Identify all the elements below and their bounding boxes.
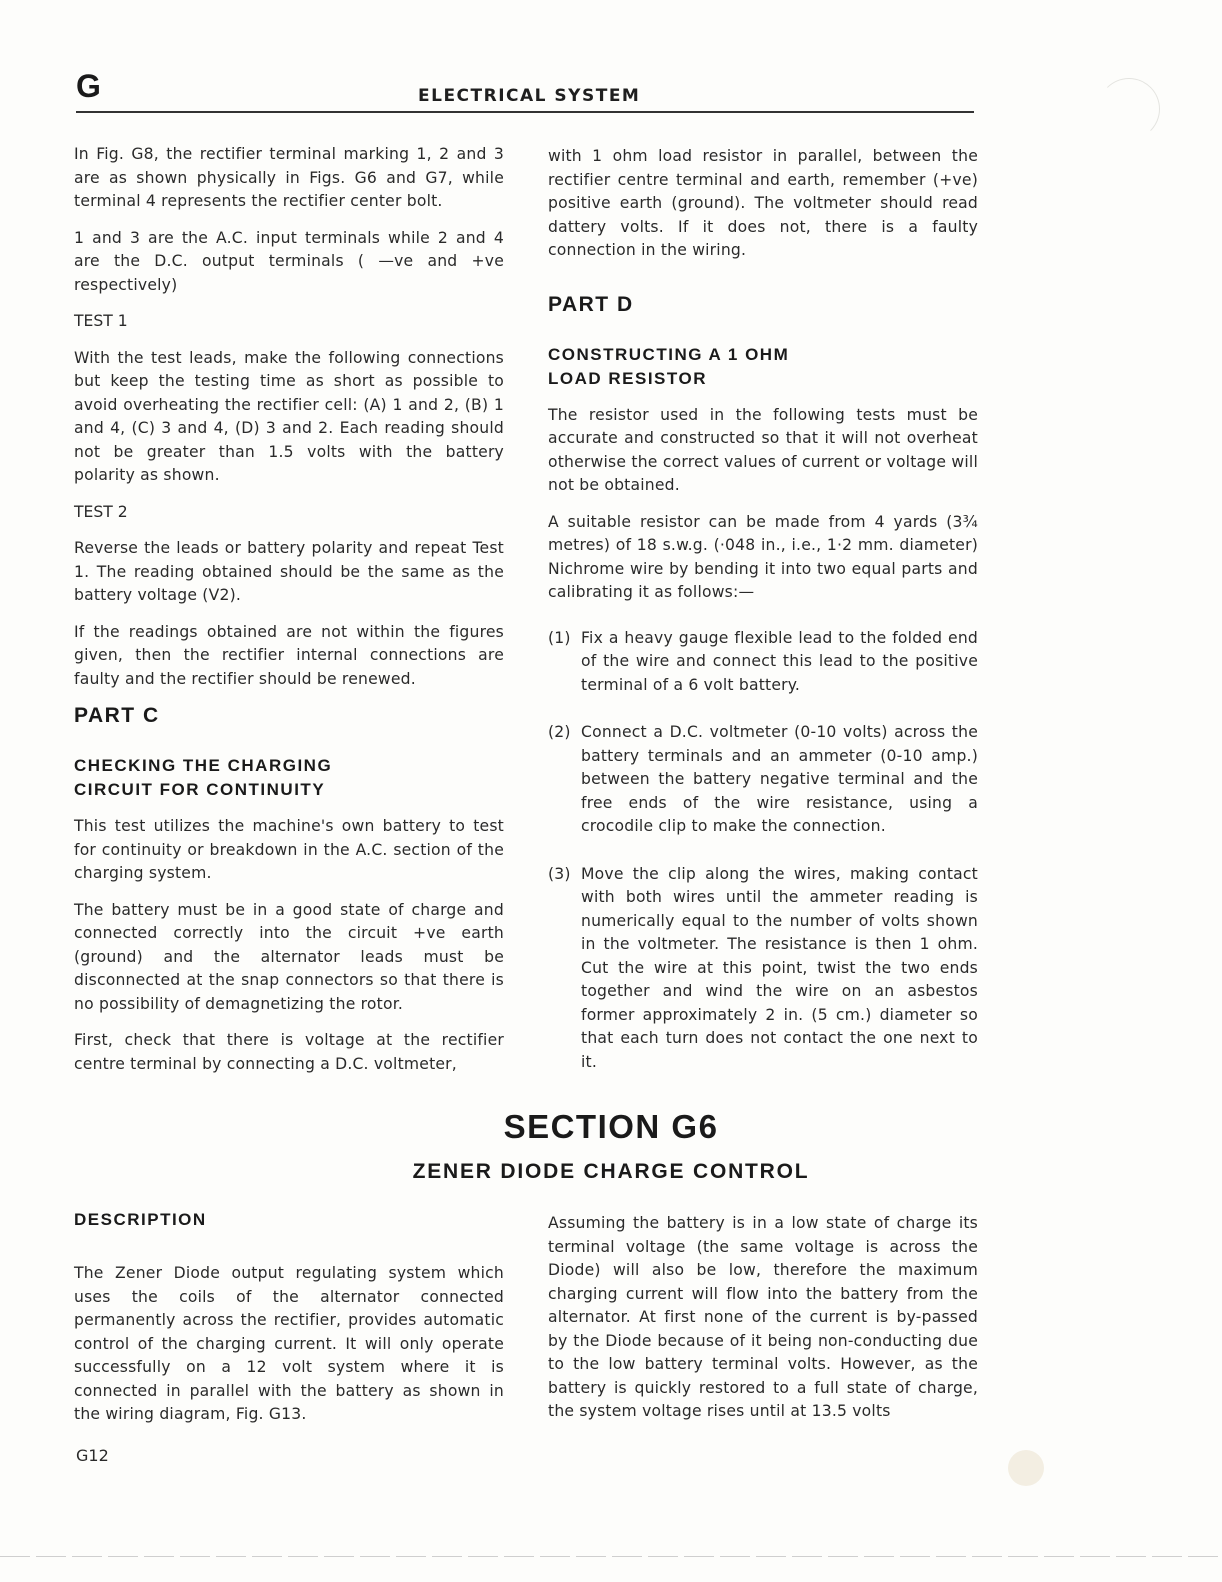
list-item (548, 627, 978, 698)
subheading-line: LOAD RESISTOR (548, 368, 707, 388)
part-heading: PART C (74, 704, 160, 727)
chapter-letter: G (76, 68, 101, 104)
subheading (548, 343, 978, 391)
paragraph: Reverse the leads or battery polarity and repeat Test 1. The reading obtained should be the same as the battery voltage (V2). (74, 539, 504, 604)
section-title: SECTION G6 (503, 1108, 719, 1145)
page-number: G12 (76, 1446, 109, 1465)
left-column-bottom (74, 1208, 504, 1440)
item-number: (2) (548, 723, 571, 741)
part-heading: PART D (548, 292, 634, 316)
scan-smudge (1098, 78, 1160, 140)
subheading (74, 754, 504, 802)
left-column-top (74, 143, 504, 1089)
item-number: (1) (548, 628, 571, 647)
scan-edge-line (0, 1556, 1222, 1557)
procedure-list (548, 627, 978, 1075)
item-text: Connect a D.C. voltmeter (0-10 volts) across the battery terminals and an ammeter (0-10 amp.) between the battery negative terminal and the free ends of the wire resistance, using a crocodile clip to make the connection. (581, 723, 978, 835)
item-text: Fix a heavy gauge flexible lead to the folded end of the wire and connect this lead to the positive terminal of a 6 volt battery. (581, 628, 978, 694)
right-column-top (548, 145, 978, 1098)
scan-smudge (1008, 1450, 1044, 1486)
subheading-line: CONSTRUCTING A 1 OHM (548, 344, 790, 364)
test-label: TEST 2 (74, 502, 128, 521)
list-item (548, 721, 978, 839)
paragraph: 1 and 3 are the A.C. input terminals while 2 and 4 are the D.C. output terminals ( —ve and +ve respectively) (74, 228, 504, 294)
paragraph: In Fig. G8, the rectifier terminal marking 1, 2 and 3 are as shown physically in Figs. G6 and G7, while terminal 4 represents the rectifier center bolt. (74, 145, 504, 210)
item-number: (3) (548, 864, 571, 883)
paragraph: With the test leads, make the following connections but keep the testing time as short as possible to avoid overheating the rectifier cell: (A) 1 and 2, (B) 1 and 4, (C) 3 and 4, (D) 3 and 2. Each reading should not be greater than 1.5 volts with the battery polarity as shown. (74, 348, 504, 484)
header-rule (76, 111, 974, 113)
paragraph: This test utilizes the machine's own battery to test for continuity or breakdown in the A.C. section of the charging system. (74, 817, 504, 882)
list-item (548, 863, 978, 1075)
paragraph: A suitable resistor can be made from 4 yards (3¾ metres) of 18 s.w.g. (·048 in., i.e., 1·2 mm. diameter) Nichrome wire by bending it into two equal parts and calibrating it as follows:— (548, 512, 978, 601)
section-subtitle: ZENER DIODE CHARGE CONTROL (412, 1160, 810, 1183)
paragraph: The Zener Diode output regulating system which uses the coils of the alternator connected permanently across the rectifier, provides automatic control of the charging current. It will only operate successfully on a 12 volt system where it is connected in parallel with the battery as shown in the wiring diagram, Fig. G13. (74, 1264, 504, 1423)
item-text: Move the clip along the wires, making contact with both wires until the ammeter reading is numerically equal to the number of volts shown in the voltmeter. The resistance is then 1 ohm. Cut the wire at this point, twist the two ends together and wind the wire on an asbestos former approximately 2 in. (5 cm.) diameter so that each turn does not contact the one next to it. (581, 864, 978, 1071)
right-column-bottom (548, 1212, 978, 1437)
paragraph: with 1 ohm load resistor in parallel, between the rectifier centre terminal and earth, remember (+ve) positive earth (ground). The voltmeter should read dattery volts. If it does not, there is a faulty connection in the wiring. (548, 147, 978, 259)
test-label: TEST 1 (74, 312, 128, 330)
paragraph: The resistor used in the following tests must be accurate and constructed so that it will not overheat otherwise the correct values of current or voltage will not be obtained. (548, 405, 978, 494)
subheading-line: CIRCUIT FOR CONTINUITY (74, 780, 326, 799)
subheading-line: CHECKING THE CHARGING (74, 756, 333, 775)
paragraph: First, check that there is voltage at the rectifier centre terminal by connecting a D.C. voltmeter, (74, 1031, 504, 1073)
paragraph: The battery must be in a good state of charge and connected correctly into the circuit +ve earth (ground) and the alternator leads must be disconnected at the snap connectors so that there is no possibility of demagnetizing the rotor. (74, 900, 504, 1013)
paragraph: Assuming the battery is in a low state of charge its terminal voltage (the same voltage is across the Diode) will also be low, therefore the maximum charging current will flow into the battery from the alternator. At first none of the current is by-passed by the Diode because of it being non-conducting due to the low battery terminal volts. However, as the battery is quickly restored to a full state of charge, the system voltage rises until at 13.5 volts (548, 1214, 978, 1420)
chapter-title: ELECTRICAL SYSTEM (418, 86, 641, 106)
paragraph: If the readings obtained are not within the figures given, then the rectifier internal connections are faulty and the rectifier should be renewed. (74, 622, 504, 688)
description-heading: DESCRIPTION (74, 1210, 207, 1229)
